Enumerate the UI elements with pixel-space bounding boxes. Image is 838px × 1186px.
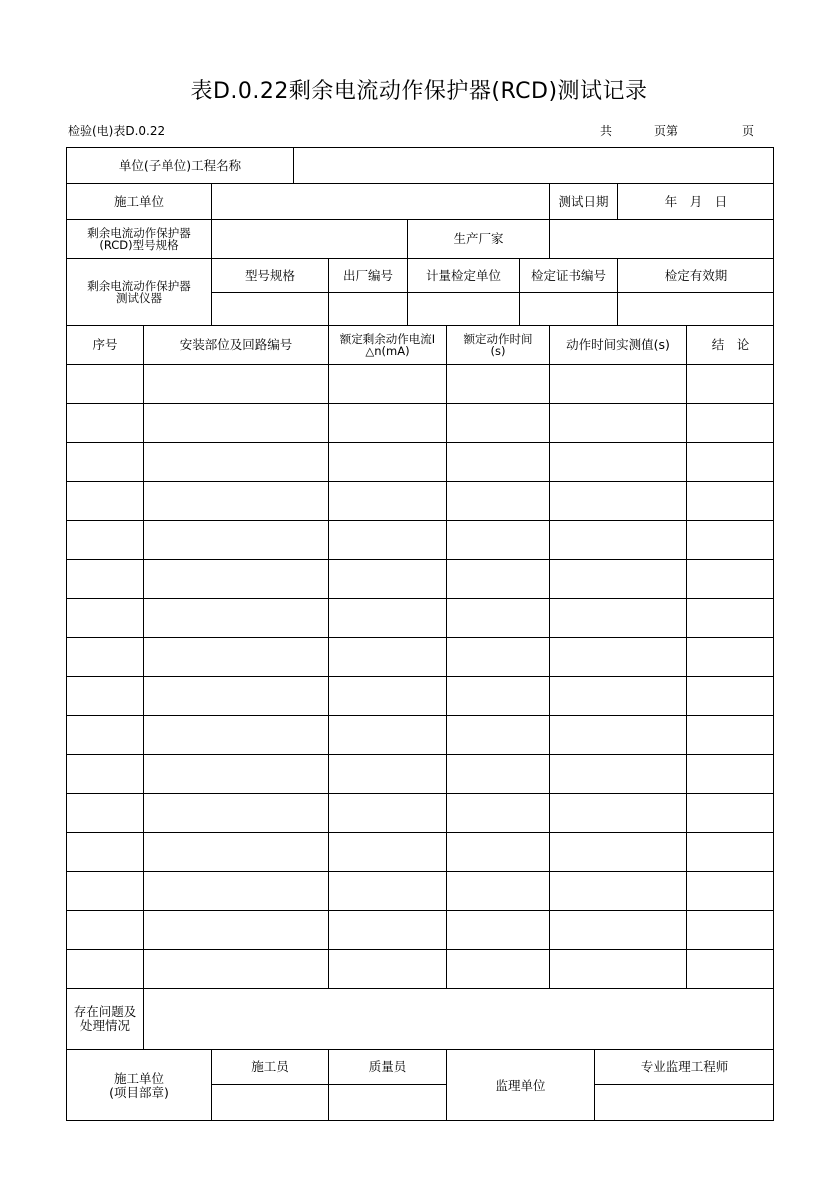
rcd-model-label: 剩余电流动作保护器 (RCD)型号规格 xyxy=(66,219,211,258)
col-measured-time-header: 动作时间实测值(s) xyxy=(549,325,686,364)
col-seq-header: 序号 xyxy=(66,325,143,364)
page-title: 表D.0.22剩余电流动作保护器(RCD)测试记录 xyxy=(190,79,648,104)
instrument-certificate-no-label: 检定证书编号 xyxy=(519,258,617,292)
pages-mid-label: 页第 xyxy=(654,124,679,138)
sign-construction-label: 施工单位 (项目部章) xyxy=(66,1049,211,1121)
project-name-label: 单位(子单位)工程名称 xyxy=(66,147,293,183)
supervisor-engineer-label: 专业监理工程师 xyxy=(594,1049,774,1084)
pages-total-label: 共 xyxy=(600,124,613,138)
instrument-model-spec-label: 型号规格 xyxy=(211,258,328,292)
col-rated-time-header: 额定动作时间 (s) xyxy=(446,325,549,364)
instrument-label: 剩余电流动作保护器 测试仪器 xyxy=(66,258,211,325)
construction-unit-label: 施工单位 xyxy=(66,183,211,219)
instrument-serial-no-label: 出厂编号 xyxy=(328,258,407,292)
supervisor-unit-label: 监理单位 xyxy=(446,1049,594,1121)
col-rated-current-header: 额定剩余动作电流I △n(mA) xyxy=(328,325,446,364)
col-location-header: 安装部位及回路编号 xyxy=(143,325,328,364)
qc-label: 质量员 xyxy=(328,1049,446,1084)
worker-label: 施工员 xyxy=(211,1049,328,1084)
form-code: 检验(电)表D.0.22 xyxy=(68,124,166,138)
table-frame xyxy=(66,147,774,1121)
test-date-field[interactable]: 年 月 日 xyxy=(617,183,774,219)
col-conclusion-header: 结 论 xyxy=(686,325,774,364)
instrument-valid-period-label: 检定有效期 xyxy=(617,258,774,292)
test-date-label: 测试日期 xyxy=(549,183,617,219)
manufacturer-label: 生产厂家 xyxy=(407,219,549,258)
instrument-calibration-unit-label: 计量检定单位 xyxy=(407,258,519,292)
pages-end-label: 页 xyxy=(742,124,755,138)
problems-label: 存在问题及 处理情况 xyxy=(66,988,143,1049)
